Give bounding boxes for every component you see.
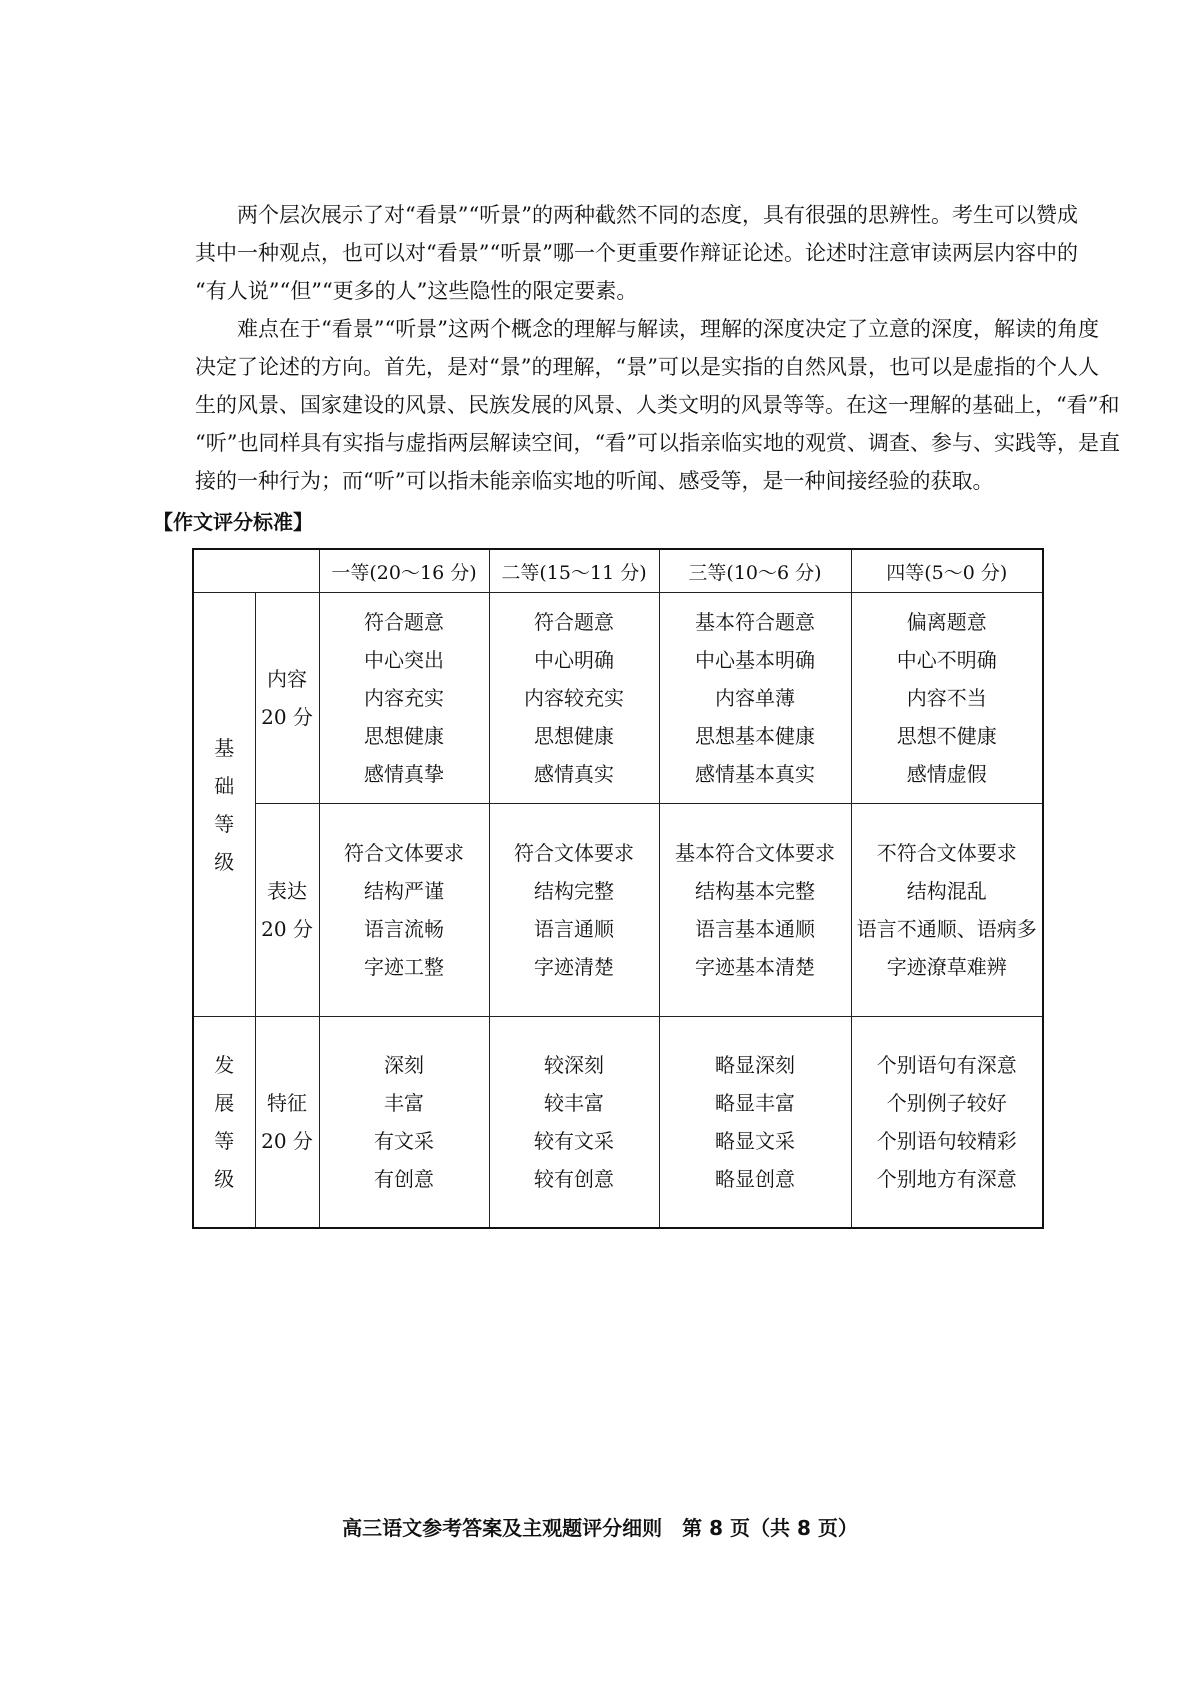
paragraph-line: 其中一种观点，也可以对“看景”“听景”哪一个更重要作辩证论述。论述时注意审读两层内容中的: [195, 241, 1078, 265]
table-cell: 深刻 丰富 有文采 有创意: [319, 1017, 489, 1229]
paragraph-line: 难点在于“看景”“听景”这两个概念的理解与解读，理解的深度决定了立意的深度，解读的角度: [237, 317, 1099, 341]
table-row: [193, 1017, 1043, 1229]
table-header-row: [193, 549, 1043, 593]
paragraph-line: “有人说”“但”“更多的人”这些隐性的限定要素。: [195, 279, 638, 303]
row-label-feature: 特征 20 分: [255, 1017, 319, 1229]
section-title: 【作文评分标准】: [153, 510, 313, 534]
group-label-basic: 基 础 等 级: [193, 593, 255, 1017]
group-label-development: 发 展 等 级: [193, 1017, 255, 1229]
header-grade-4: 四等(5～0 分): [851, 549, 1043, 593]
table-cell: 较深刻 较丰富 较有文采 较有创意: [489, 1017, 659, 1229]
paragraph-2: [195, 310, 1120, 500]
table-row: [193, 593, 1043, 804]
table-corner-cell: [193, 549, 319, 593]
paragraph-line: 决定了论述的方向。首先，是对“景”的理解，“景”可以是实指的自然风景，也可以是虚指的个人人: [195, 355, 1099, 379]
table-cell: 符合题意 中心明确 内容较充实 思想健康 感情真实: [489, 593, 659, 804]
table-cell: 不符合文体要求 结构混乱 语言不通顺、语病多 字迹潦草难辨: [851, 804, 1043, 1017]
table-cell: 符合文体要求 结构严谨 语言流畅 字迹工整: [319, 804, 489, 1017]
table-cell: 基本符合题意 中心基本明确 内容单薄 思想基本健康 感情基本真实: [659, 593, 851, 804]
paragraph-line: 两个层次展示了对“看景”“听景”的两种截然不同的态度，具有很强的思辨性。考生可以赞成: [237, 203, 1078, 227]
table-cell: 符合题意 中心突出 内容充实 思想健康 感情真挚: [319, 593, 489, 804]
table-cell: 基本符合文体要求 结构基本完整 语言基本通顺 字迹基本清楚: [659, 804, 851, 1017]
paragraph-line: 接的一种行为；而“听”可以指未能亲临实地的听闻、感受等，是一种间接经验的获取。: [195, 469, 994, 493]
header-grade-2: 二等(15～11 分): [489, 549, 659, 593]
table-cell: 偏离题意 中心不明确 内容不当 思想不健康 感情虚假: [851, 593, 1043, 804]
table-cell: 个别语句有深意 个别例子较好 个别语句较精彩 个别地方有深意: [851, 1017, 1043, 1229]
header-grade-1: 一等(20～16 分): [319, 549, 489, 593]
table-row: [193, 804, 1043, 1017]
table-cell: 略显深刻 略显丰富 略显文采 略显创意: [659, 1017, 851, 1229]
paragraph-line: “听”也同样具有实指与虚指两层解读空间，“看”可以指亲临实地的观赏、调查、参与、实践等，是直: [195, 431, 1120, 455]
paragraph-1: [195, 196, 1078, 310]
scoring-table: [192, 548, 1044, 1229]
page-footer: 高三语文参考答案及主观题评分细则 第 8 页（共 8 页）: [342, 1516, 858, 1540]
paragraph-line: 生的风景、国家建设的风景、民族发展的风景、人类文明的风景等等。在这一理解的基础上，“看”和: [195, 393, 1120, 417]
table-cell: 符合文体要求 结构完整 语言通顺 字迹清楚: [489, 804, 659, 1017]
row-label-expression: 表达 20 分: [255, 804, 319, 1017]
header-grade-3: 三等(10～6 分): [659, 549, 851, 593]
row-label-content: 内容 20 分: [255, 593, 319, 804]
